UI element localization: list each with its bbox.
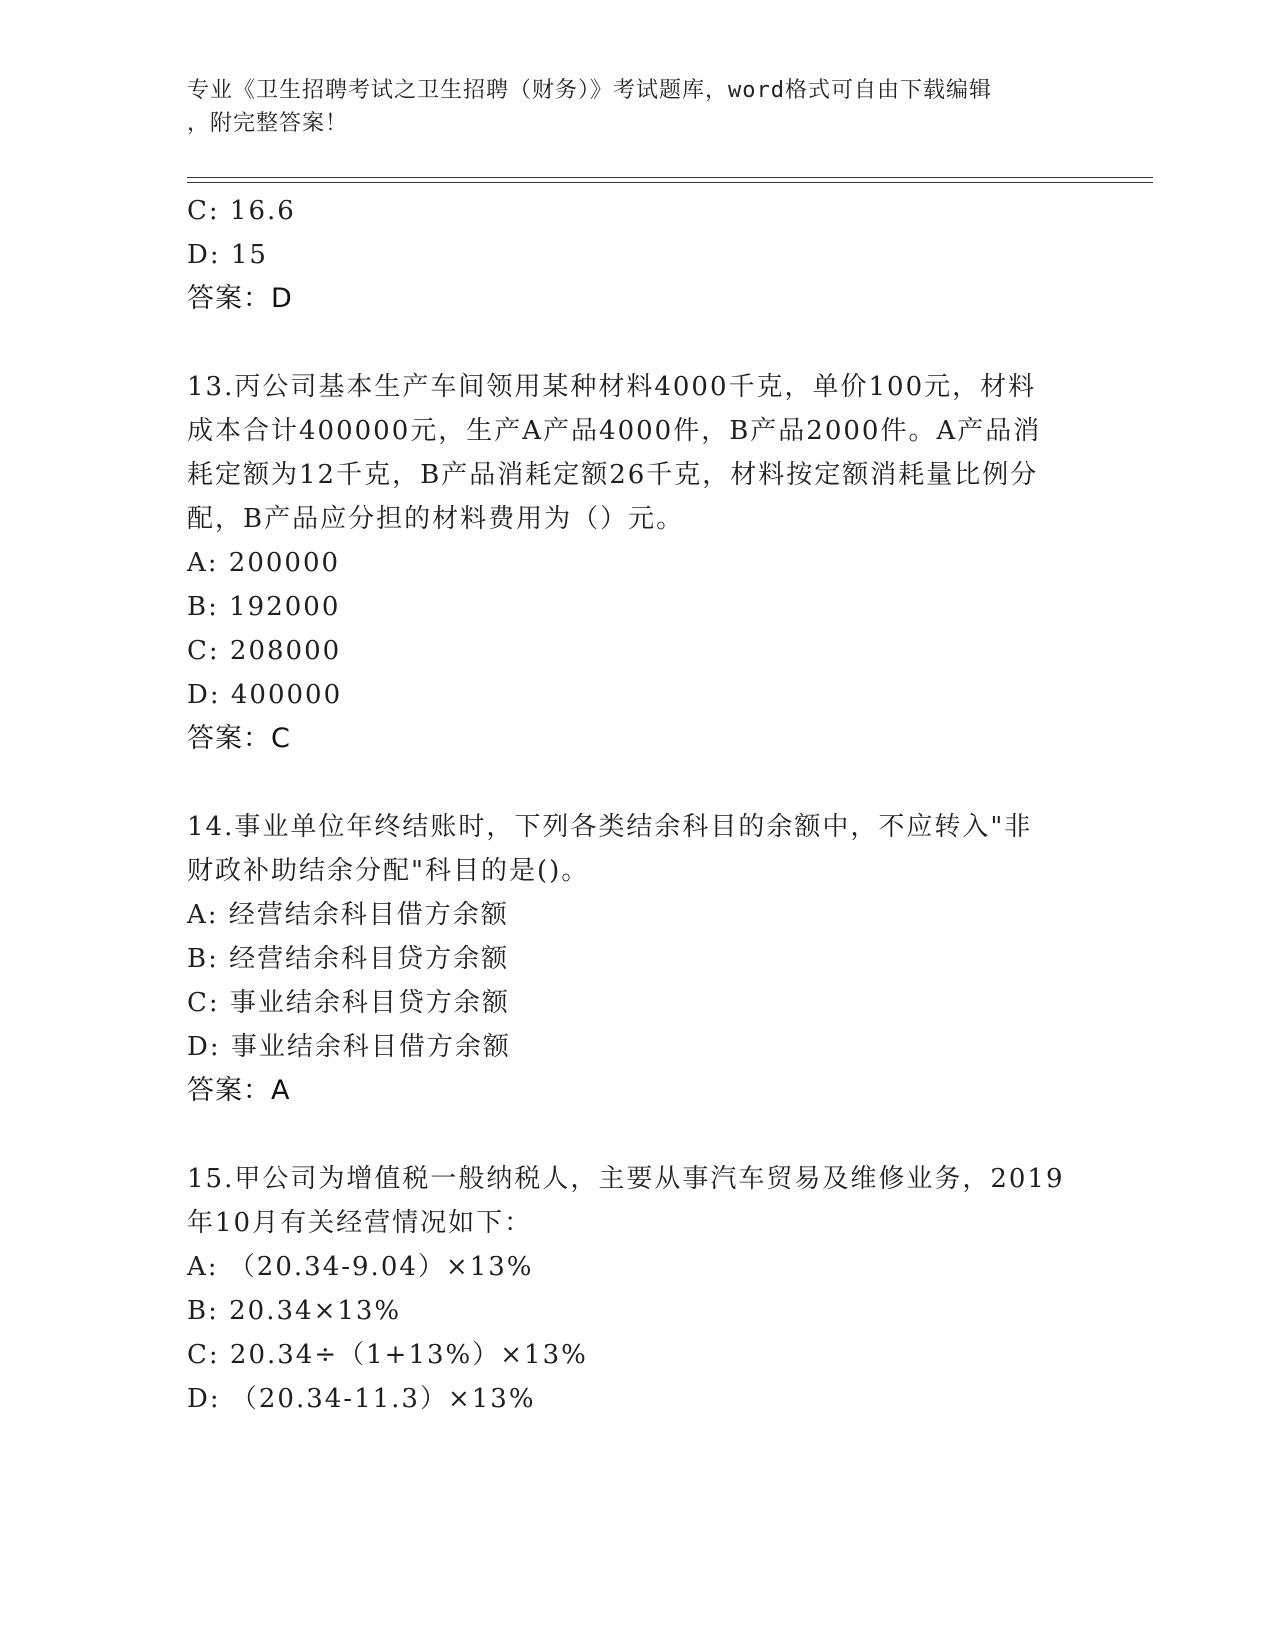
q14-option-c: C: 事业结余科目贷方余额 — [187, 988, 510, 1018]
q13-stem-line-1: 13.丙公司基本生产车间领用某种材料4000千克，单价100元，材料 — [187, 372, 1037, 402]
page-header — [187, 74, 1087, 140]
q13-answer: 答案：C — [187, 723, 291, 754]
q14-stem-line-2: 财政补助结余分配"科目的是()。 — [187, 856, 590, 886]
q13-option-b: B: 192000 — [187, 592, 341, 622]
q15-stem-line-1: 15.甲公司为增值税一般纳税人，主要从事汽车贸易及维修业务，2019 — [187, 1164, 1065, 1194]
q14-stem-line-1: 14.事业单位年终结账时，下列各类结余科目的余额中，不应转入"非 — [187, 812, 1033, 842]
header-line-2: ，附完整答案！ — [187, 111, 349, 136]
q14-answer: 答案：A — [187, 1075, 291, 1106]
q12-option-d: D: 15 — [187, 240, 268, 270]
q13-stem-line-3: 耗定额为12千克，B产品消耗定额26千克，材料按定额消耗量比例分 — [187, 460, 1039, 490]
q15-option-d: D: （20.34-11.3）×13% — [187, 1384, 536, 1414]
q13-option-c: C: 208000 — [187, 636, 342, 666]
q14-option-a: A: 经营结余科目借方余额 — [187, 900, 509, 930]
q13-stem-line-2: 成本合计400000元，生产A产品4000件，B产品2000件。A产品消 — [187, 416, 1042, 446]
q12-option-c: C: 16.6 — [187, 196, 296, 226]
q12-answer: 答案：D — [187, 283, 293, 314]
header-line-1: 专业《卫生招聘考试之卫生招聘（财务）》考试题库，word格式可自由下载编辑 — [187, 78, 992, 103]
header-divider-top — [187, 177, 1153, 178]
q15-option-b: B: 20.34×13% — [187, 1296, 402, 1326]
q15-stem-line-2: 年10月有关经营情况如下： — [187, 1208, 533, 1238]
q13-option-d: D: 400000 — [187, 680, 343, 710]
q15-option-a: A: （20.34-9.04）×13% — [187, 1252, 534, 1282]
header-divider-bottom — [187, 182, 1153, 183]
q15-option-c: C: 20.34÷（1+13%）×13% — [187, 1340, 588, 1370]
q13-stem-line-4: 配，B产品应分担的材料费用为（）元。 — [187, 504, 685, 534]
q14-option-d: D: 事业结余科目借方余额 — [187, 1032, 511, 1062]
q13-option-a: A: 200000 — [187, 548, 341, 578]
q14-option-b: B: 经营结余科目贷方余额 — [187, 944, 510, 974]
